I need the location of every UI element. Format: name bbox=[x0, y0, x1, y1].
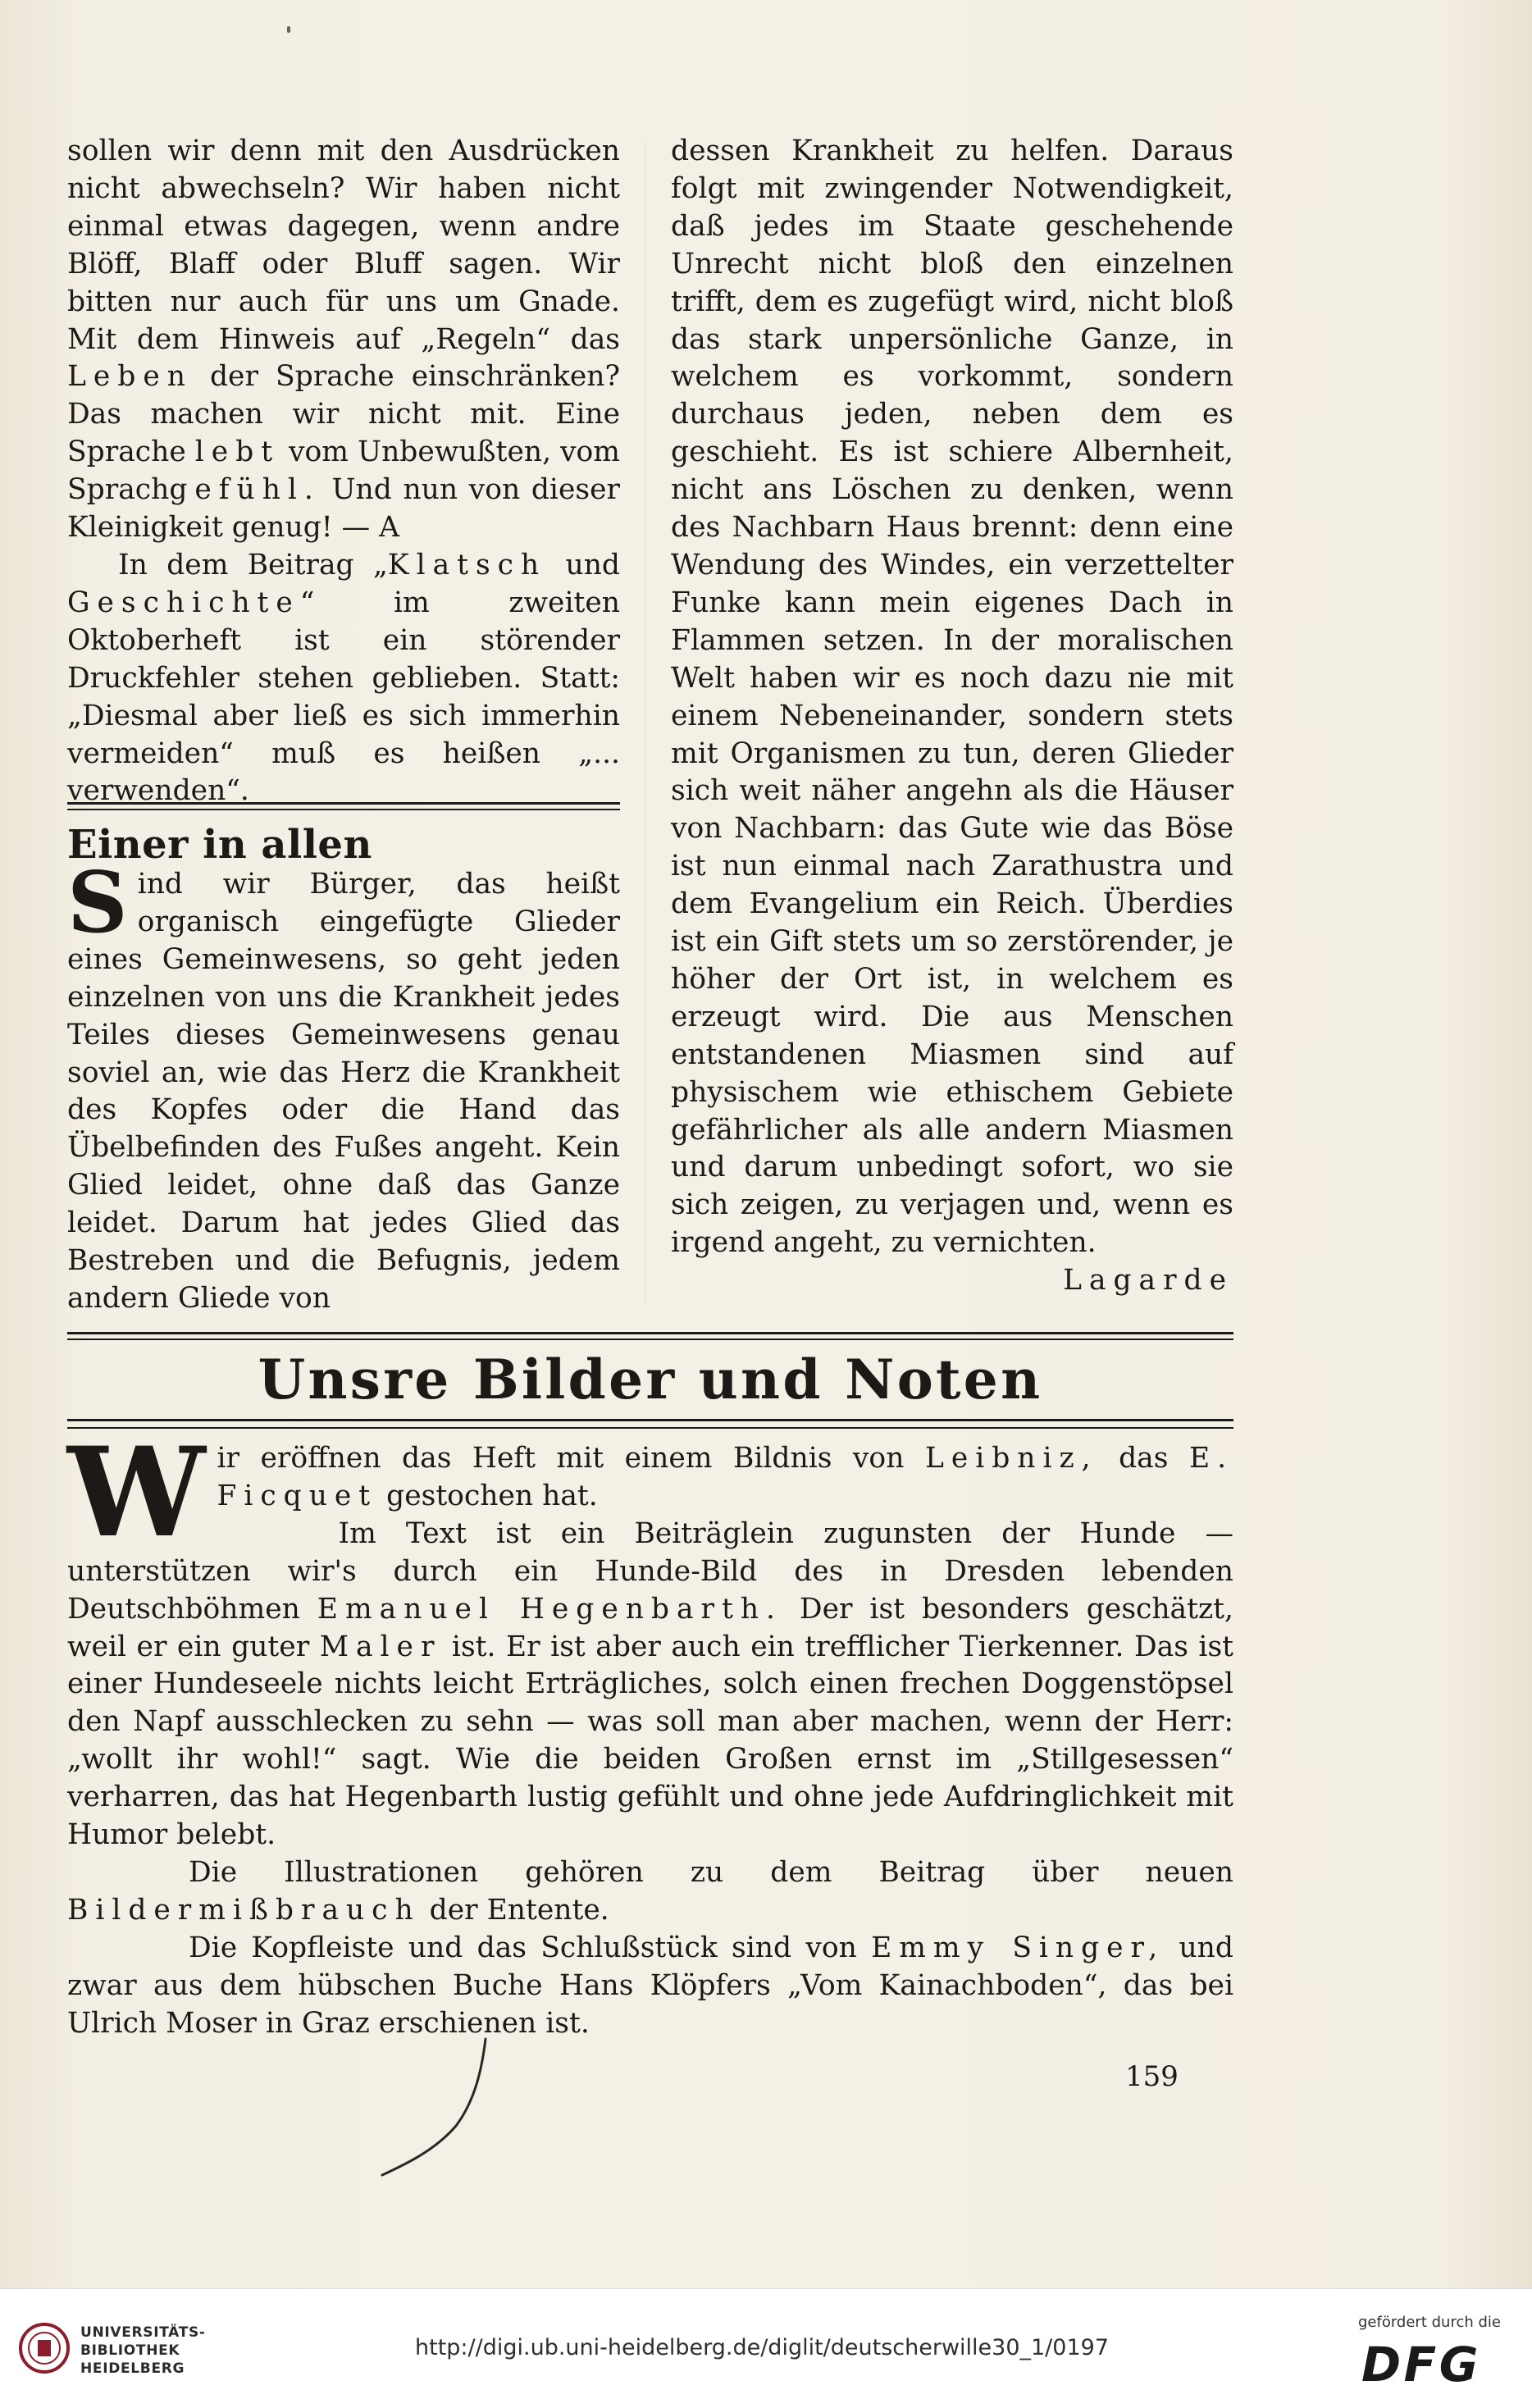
notes-paragraph-2: Im Text ist ein Beiträglein zugunsten der Hunde — unterstützen wir's durch ein Hunde-Bild des in Dresden lebenden Deutschböhmen Emanuel Hegenbarth. Der ist besonders geschätzt, weil er ein guter Maler ist. Er ist aber auch ein trefflicher Tierkenner. Das ist einer Hundeseele nichts leicht Erträgliches, solch einen frechen Doggenstöpsel den Napf ausschlecken zu sehn — was soll man aber machen, wenn der Herr: „wollt ihr wohl!“ sagt. Wie die beiden Großen ernst im „Stillgesessen“ verharren, das hat Hegenbarth lustig gefühlt und ohne jede Aufdringlichkeit mit Humor belebt. bbox=[67, 1516, 1234, 1852]
left-column bbox=[67, 133, 620, 810]
spaced-word: Maler bbox=[319, 1630, 442, 1663]
pen-stroke bbox=[377, 2034, 492, 2182]
notes-title: Unsre Bilder und Noten bbox=[258, 1348, 1043, 1412]
title-rule-top bbox=[67, 1332, 1233, 1340]
notes-paragraph-1: W ir eröffnen das Heft mit einem Bildnis von Leibniz, das E. Ficquet gestochen hat. bbox=[67, 1421, 1234, 1565]
title-rule-bottom bbox=[67, 1419, 1233, 1429]
spaced-word: Bildermißbrauch bbox=[67, 1893, 421, 1927]
footer-bar bbox=[0, 2288, 1532, 2408]
spaced-word: gefühl. bbox=[169, 473, 321, 507]
spaced-word: Geschichte bbox=[67, 586, 300, 619]
spaced-word: Leibniz, bbox=[924, 1442, 1098, 1475]
page-number: 159 bbox=[1125, 2060, 1179, 2093]
spaced-word: Leben bbox=[67, 360, 193, 394]
permalink-url[interactable]: http://digi.ub.uni-heidelberg.de/diglit/deutscherwille30_1/0197 bbox=[415, 2335, 1109, 2360]
library-name: UNIVERSITÄTS- BIBLIOTHEK HEIDELBERG bbox=[80, 2324, 206, 2377]
notes-paragraph-4: Die Kopfleiste und das Schlußstück sind von Emmy Singer, und zwar aus dem hübschen Buche Hans Klöpfers „Vom Kainachboden“, das bei Ulrich Moser in Graz erschienen ist. bbox=[67, 1931, 1233, 2040]
left-paragraph-2: In dem Beitrag „Klatsch und Geschichte“ im zweiten Oktoberheft ist ein störender Druckfehler stehen geblieben. Statt: „Diesmal aber ließ es sich immerhin vermeiden“ muß es heißen „... verwenden“. bbox=[67, 548, 620, 808]
section-divider bbox=[67, 802, 620, 810]
drop-cap: W bbox=[67, 1421, 206, 1565]
university-seal-icon bbox=[18, 2322, 71, 2374]
author-signature: Lagarde bbox=[1063, 1264, 1233, 1297]
notes-body bbox=[67, 1421, 1234, 2043]
right-paragraph: dessen Krankheit zu helfen. Daraus folgt mit zwingender Notwendigkeit, daß jedes im Staate geschehende Unrecht nicht bloß den einzelnen trifft, dem es zugefügt wird, nicht bloß das stark unpersönliche Ganze, in welchem es vorkommt, sondern durchaus jeden, neben dem es geschieht. Es ist schiere Albernheit, nicht ans Löschen zu denken, wenn des Nachbarn Haus brennt: denn eine Wendung des Windes, ein verzettelter Funke kann mein eigenes Dach in Flammen setzen. In der moralischen Welt haben wir es noch dazu nie mit einem Nebeneinander, sondern stets mit Organismen zu tun, deren Glieder sich weit näher angehn als die Häuser von Nachbarn: das Gute wie das Böse ist nun einmal nach Zarathustra und dem Evangelium ein Reich. Überdies ist ein Gift stets um so zerstörender, je höher der Ort ist, in welchem es erzeugt wird. Die aus Menschen entstandenen Miasmen sind auf physischem wie ethischem Gebiete gefährlicher als alle andern Miasmen und darum unbedingt sofort, wo sie sich zeigen, zu verjagen und, wenn es irgend angeht, zu vernichten. Lagarde bbox=[671, 133, 1233, 1262]
funded-by-label: gefördert durch die bbox=[1358, 2314, 1501, 2331]
drop-cap: S bbox=[67, 854, 128, 952]
spaced-word: E. Ficquet bbox=[217, 1442, 1234, 1512]
dfg-logo: DFG bbox=[1361, 2337, 1481, 2392]
ink-mark bbox=[287, 26, 290, 33]
spaced-word: Klatsch bbox=[387, 548, 547, 581]
spaced-word: Emmy Singer, bbox=[871, 1931, 1165, 1964]
section-heading: Einer in allen bbox=[67, 822, 372, 868]
spaced-word: Emanuel Hegenbarth. bbox=[317, 1592, 782, 1626]
right-column bbox=[671, 133, 1233, 1300]
notes-paragraph-3: Die Illustrationen gehören zu dem Beitrag über neuen Bildermißbrauch der Entente. bbox=[67, 1855, 1233, 1927]
spaced-word: lebt bbox=[194, 436, 280, 469]
left-paragraph-1: sollen wir denn mit den Ausdrücken nicht abwechseln? Wir haben nicht einmal etwas dagegen, wenn andre Blöff, Blaff oder Bluff sagen. Wir bitten nur auch für uns um Gnade. Mit dem Hinweis auf „Regeln“ das Leben der Sprache einschränken? Das machen wir nicht mit. Eine Sprache lebt vom Unbewußten, vom Sprachgefühl. Und nun von dieser Kleinigkeit genug! — A bbox=[67, 135, 621, 545]
section-body: S ind wir Bürger, das heißt organisch eingefügte Glieder eines Gemeinwesens, so geht jeden einzelnen von uns die Krankheit jedes Teiles dieses Gemeinwesens genau soviel an, wie das Herz die Krankheit des Kopfes oder die Hand das Übelbefinden des Fußes angeht. Kein Glied leidet, ohne daß das Ganze leidet. Darum hat jedes Glied das Bestreben und die Befugnis, jedem andern Gliede von bbox=[67, 854, 620, 1315]
